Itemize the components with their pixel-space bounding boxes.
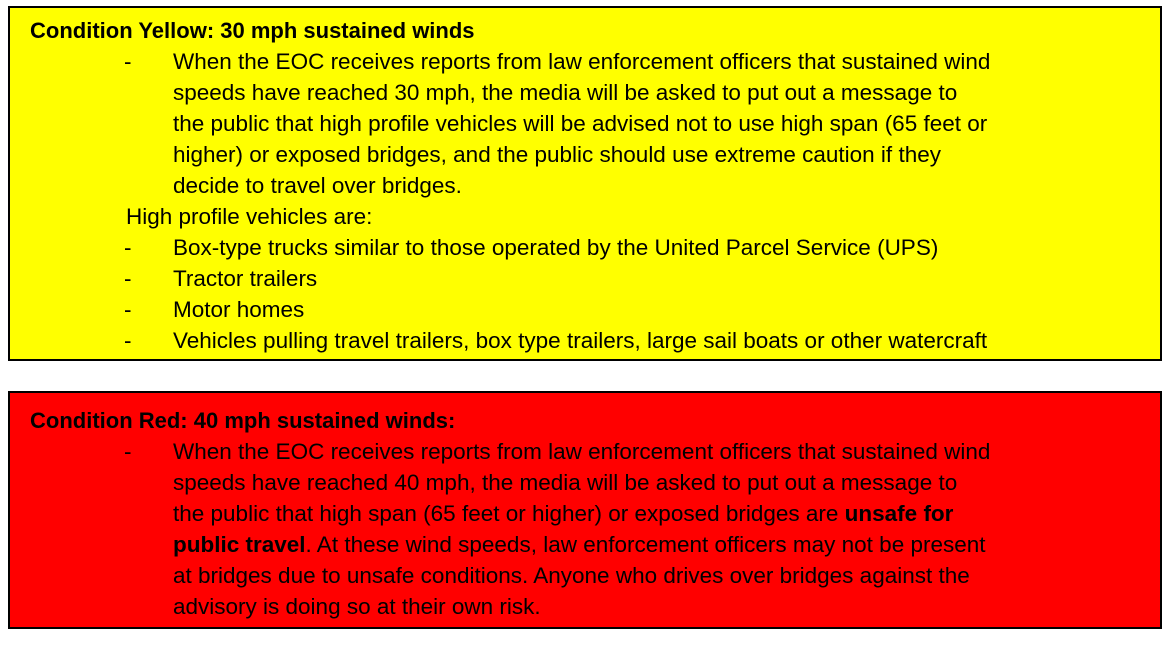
bullet-dash: - (124, 266, 132, 291)
unsafe-emphasis: unsafe for (844, 501, 954, 526)
paragraph-line: the public that high profile vehicles will be advised not to use high span (65 feet or (173, 111, 988, 136)
paragraph-line: advisory is doing so at their own risk. (173, 594, 541, 619)
high-profile-subheading: High profile vehicles are: (126, 204, 373, 229)
condition-yellow-box (8, 6, 1162, 361)
condition-red-heading: Condition Red: 40 mph sustained winds: (30, 408, 456, 433)
paragraph-line: When the EOC receives reports from law enforcement officers that sustained wind (173, 49, 991, 74)
paragraph-line: speeds have reached 30 mph, the media will be asked to put out a message to (173, 80, 958, 105)
public-travel-emphasis: public travel (173, 532, 306, 557)
bullet-dash: - (124, 235, 132, 260)
vehicle-list-item: Box-type trucks similar to those operated by the United Parcel Service (UPS) (173, 235, 939, 260)
paragraph-line (173, 498, 953, 529)
paragraph-text: . At these wind speeds, law enforcement officers may not be present (305, 532, 986, 557)
vehicle-list-item: Vehicles pulling travel trailers, box type trailers, large sail boats or other watercraft (173, 328, 988, 353)
bullet-dash: - (124, 49, 132, 74)
paragraph-text: the public that high span (65 feet or higher) or exposed bridges are (173, 501, 845, 526)
bullet-dash: - (124, 439, 132, 464)
paragraph-line: When the EOC receives reports from law enforcement officers that sustained wind (173, 439, 991, 464)
paragraph-line: at bridges due to unsafe conditions. Anyone who drives over bridges against the (173, 563, 970, 588)
paragraph-line (173, 529, 986, 560)
condition-yellow-heading: Condition Yellow: 30 mph sustained winds (30, 18, 475, 43)
vehicle-list-item: Tractor trailers (173, 266, 318, 291)
vehicle-list-item: Motor homes (173, 297, 305, 322)
paragraph-line: higher) or exposed bridges, and the public should use extreme caution if they (173, 142, 941, 167)
paragraph-line: decide to travel over bridges. (173, 173, 462, 198)
bullet-dash: - (124, 328, 132, 353)
bullet-dash: - (124, 297, 132, 322)
paragraph-line: speeds have reached 40 mph, the media will be asked to put out a message to (173, 470, 958, 495)
condition-red-box (8, 391, 1162, 629)
